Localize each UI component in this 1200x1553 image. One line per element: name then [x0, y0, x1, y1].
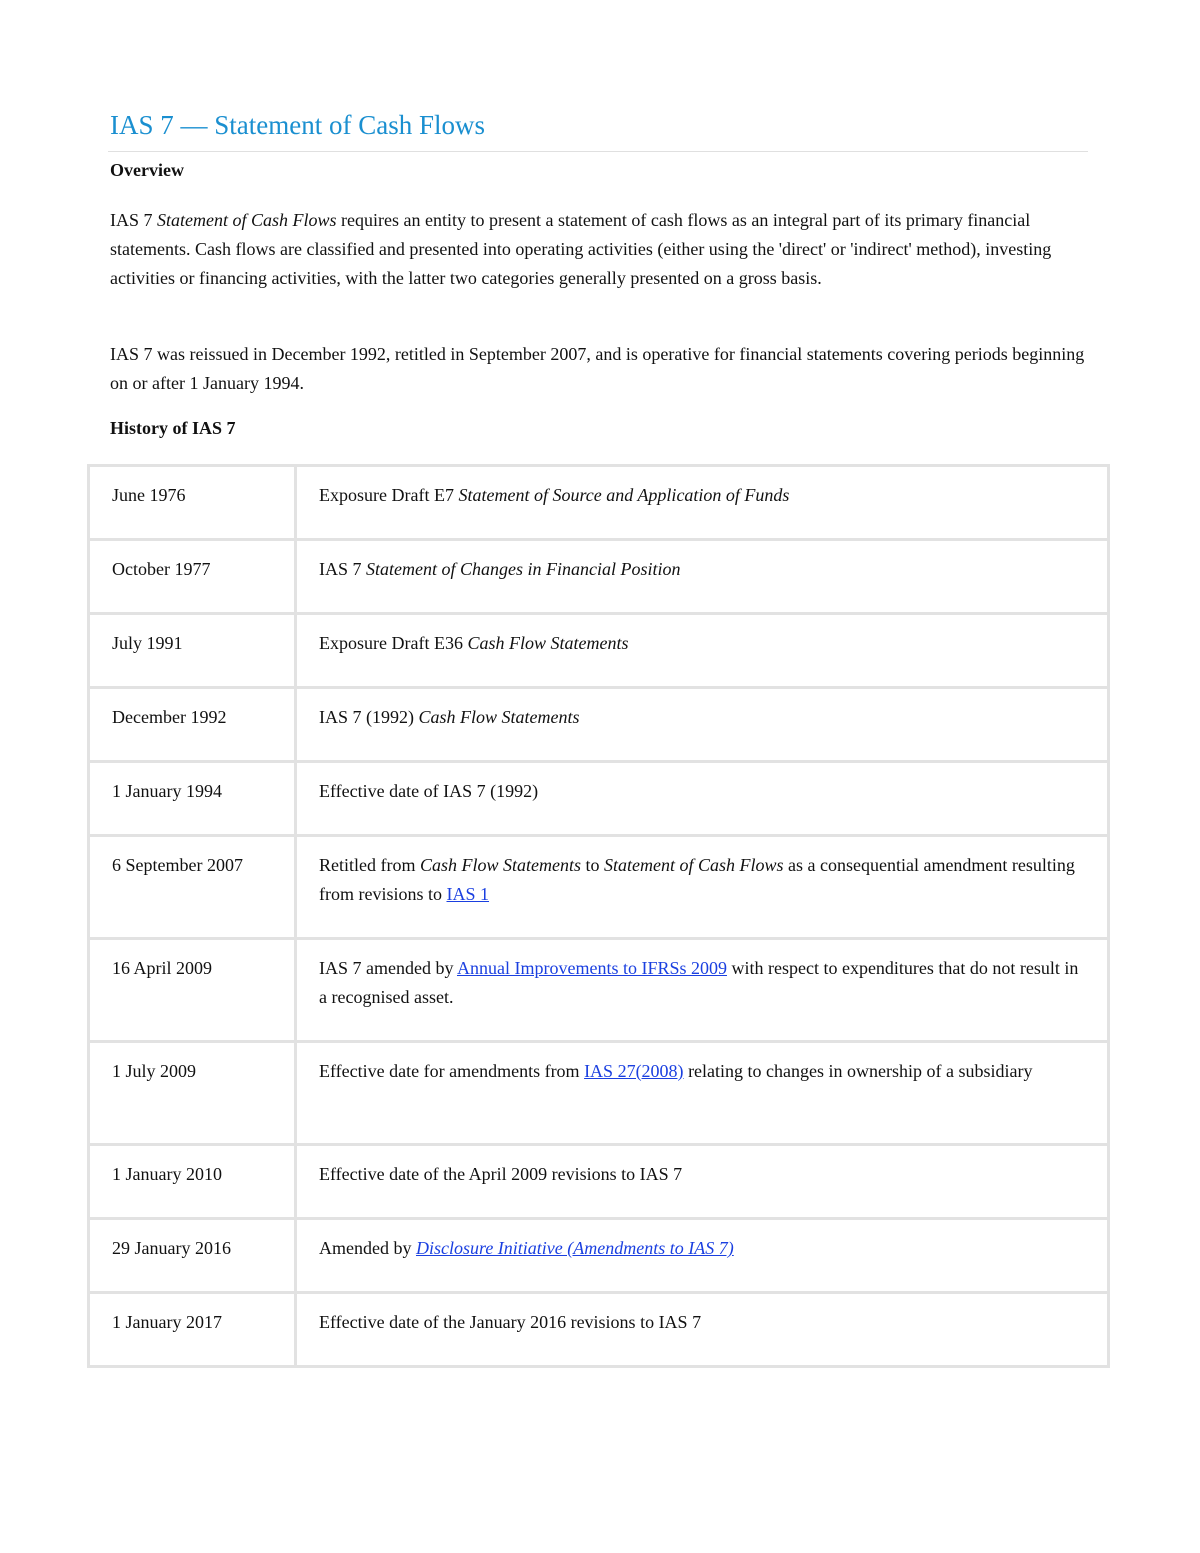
page-title: IAS 7 — Statement of Cash Flows: [110, 110, 485, 140]
overview-text-end: requires an entity to present a statement of cash flows as an integral part of its primary financial statements. Cash flows are classified and presented into operating activities (either using the 'direct' or 'indirect' method), investing activities or financing activities, with the latter two categories generally presented on a gross basis.: [110, 210, 1052, 288]
event-text: Retitled from: [319, 855, 420, 875]
table-row: [89, 1042, 1109, 1145]
event-text: Exposure Draft E7: [319, 485, 459, 505]
table-row: [89, 614, 1109, 688]
ias-27-link[interactable]: IAS 27(2008): [584, 1061, 684, 1081]
disclosure-initiative-link[interactable]: [416, 1238, 734, 1258]
event-text: Effective date of the April 2009 revisions to IAS 7: [319, 1164, 683, 1184]
event-text: as a consequential amendment resulting from revisions to: [319, 855, 1075, 904]
event-text: Effective date of IAS 7 (1992): [319, 781, 539, 801]
event-text: with respect to expenditures that do not result in a recognised asset.: [319, 958, 1079, 1007]
table-row: [89, 466, 1109, 540]
overview-text-start: IAS 7: [110, 210, 158, 230]
event-text: relating to changes in ownership of a subsidiary: [683, 1061, 1033, 1081]
history-event: [296, 836, 1109, 939]
history-event: [296, 614, 1109, 688]
history-date: 29 January 2016: [89, 1219, 296, 1293]
event-text: to: [580, 855, 604, 875]
table-row: [89, 1293, 1109, 1367]
history-date: 16 April 2009: [89, 939, 296, 1042]
history-heading: History of IAS 7: [110, 418, 236, 438]
event-text: Exposure Draft E36: [319, 633, 468, 653]
reissue-paragraph: IAS 7 was reissued in December 1992, retitled in September 2007, and is operative for financial statements covering periods beginning on or after 1 January 1994.: [110, 344, 1085, 393]
table-row: [89, 836, 1109, 939]
history-event: [296, 1042, 1109, 1145]
event-text: IAS 7 amended by: [319, 958, 457, 978]
event-italic: Cash Flow Statements: [418, 707, 580, 727]
table-row: [89, 1219, 1109, 1293]
history-event: [296, 540, 1109, 614]
history-event: [296, 1293, 1109, 1367]
history-date: July 1991: [89, 614, 296, 688]
history-event: [296, 466, 1109, 540]
event-italic: Statement of Changes in Financial Position: [366, 559, 681, 579]
overview-heading: Overview: [110, 160, 184, 180]
table-row: [89, 1145, 1109, 1219]
event-italic: Statement of Cash Flows: [604, 855, 784, 875]
event-italic: Cash Flow Statements: [419, 855, 581, 875]
overview-text-italic: Statement of Cash Flows: [157, 210, 337, 230]
title-divider: [108, 151, 1088, 152]
history-date: June 1976: [89, 466, 296, 540]
event-text: Effective date of the January 2016 revisions to IAS 7: [319, 1312, 702, 1332]
history-event: [296, 1219, 1109, 1293]
history-table: [87, 464, 1110, 1368]
table-row: [89, 688, 1109, 762]
history-event: [296, 1145, 1109, 1219]
history-event: [296, 688, 1109, 762]
event-text: IAS 7: [319, 559, 367, 579]
table-row: [89, 939, 1109, 1042]
history-date: 1 July 2009: [89, 1042, 296, 1145]
ias-1-link[interactable]: IAS 1: [446, 884, 490, 904]
table-row: [89, 762, 1109, 836]
history-date: 1 January 2017: [89, 1293, 296, 1367]
link-italic-text: Disclosure Initiative (Amendments to IAS 7): [415, 1238, 734, 1258]
event-text: IAS 7 (1992): [319, 707, 419, 727]
annual-improvements-link[interactable]: Annual Improvements to IFRSs 2009: [456, 958, 727, 978]
history-date: 1 January 2010: [89, 1145, 296, 1219]
history-date: December 1992: [89, 688, 296, 762]
overview-paragraph: [110, 206, 1085, 293]
history-event: [296, 762, 1109, 836]
table-row: [89, 540, 1109, 614]
event-text: Amended by: [319, 1238, 416, 1258]
event-text: Effective date for amendments from: [319, 1061, 585, 1081]
event-italic: Statement of Source and Application of Funds: [458, 485, 790, 505]
event-italic: Cash Flow Statements: [467, 633, 629, 653]
history-date: October 1977: [89, 540, 296, 614]
history-date: 1 January 1994: [89, 762, 296, 836]
history-date: 6 September 2007: [89, 836, 296, 939]
history-event: [296, 939, 1109, 1042]
